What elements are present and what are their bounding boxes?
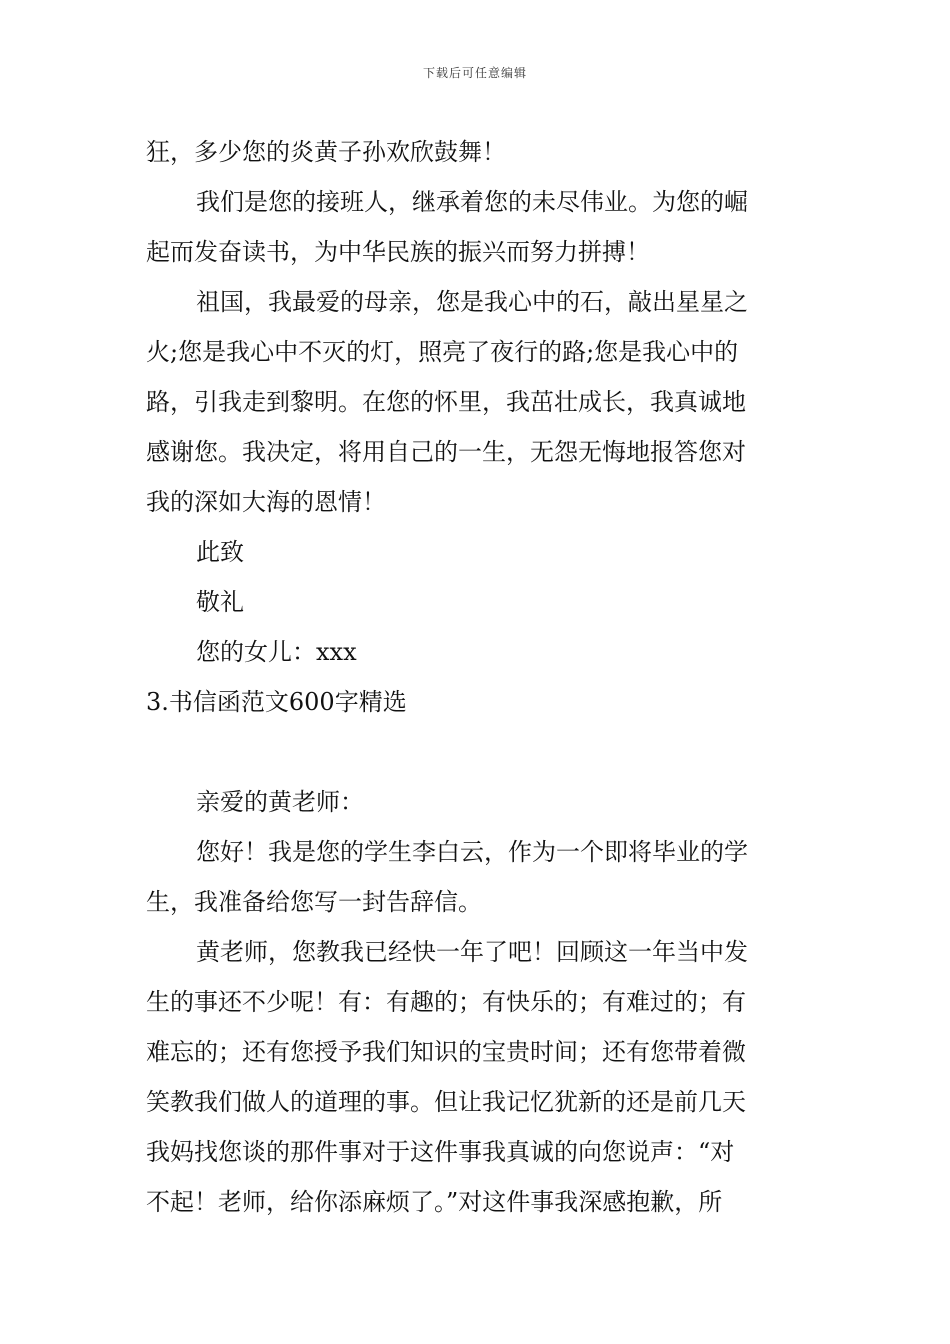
text-line: 我的深如大海的恩情！ [146, 488, 386, 516]
salutation-line: 亲爱的黄老师： [196, 788, 364, 816]
section-heading: 3.书信函范文600字精选 [146, 688, 407, 716]
text-line: 生，我准备给您写一封告辞信。 [146, 888, 482, 916]
text-line: 难忘的；还有您授予我们知识的宝贵时间；还有您带着微 [146, 1038, 746, 1066]
spacer [146, 727, 806, 777]
closing-line: 敬礼 [196, 588, 244, 616]
text-line: 生的事还不少呢！有：有趣的；有快乐的；有难过的；有 [146, 988, 746, 1016]
page-header: 下载后可任意编辑 [422, 66, 527, 80]
text-line: 路，引我走到黎明。在您的怀里，我茁壮成长，我真诚地 [146, 388, 746, 416]
text-line: 笑教我们做人的道理的事。但让我记忆犹新的还是前几天 [146, 1088, 746, 1116]
text-line: 起而发奋读书，为中华民族的振兴而努力拼搏！ [146, 238, 650, 266]
text-line: 您好！我是您的学生李白云，作为一个即将毕业的学 [196, 838, 748, 866]
text-line: 黄老师，您教我已经快一年了吧！回顾这一年当中发 [196, 938, 748, 966]
text-line: 火;您是我心中不灭的灯，照亮了夜行的路;您是我心中的 [146, 338, 739, 366]
text-line: 狂，多少您的炎黄子孙欢欣鼓舞！ [146, 138, 506, 166]
signature-line: 您的女儿：xxx [196, 638, 357, 666]
document-body [146, 127, 806, 1227]
text-line: 我妈找您谈的那件事对于这件事我真诚的向您说声：“对 [146, 1138, 735, 1166]
text-line: 感谢您。我决定，将用自己的一生，无怨无悔地报答您对 [146, 438, 746, 466]
text-line: 不起！老师，给你添麻烦了。”对这件事我深感抱歉，所 [146, 1188, 723, 1216]
text-line: 我们是您的接班人，继承着您的未尽伟业。为您的崛 [196, 188, 748, 216]
closing-line: 此致 [196, 538, 244, 566]
text-line: 祖国，我最爱的母亲，您是我心中的石，敲出星星之 [196, 288, 748, 316]
